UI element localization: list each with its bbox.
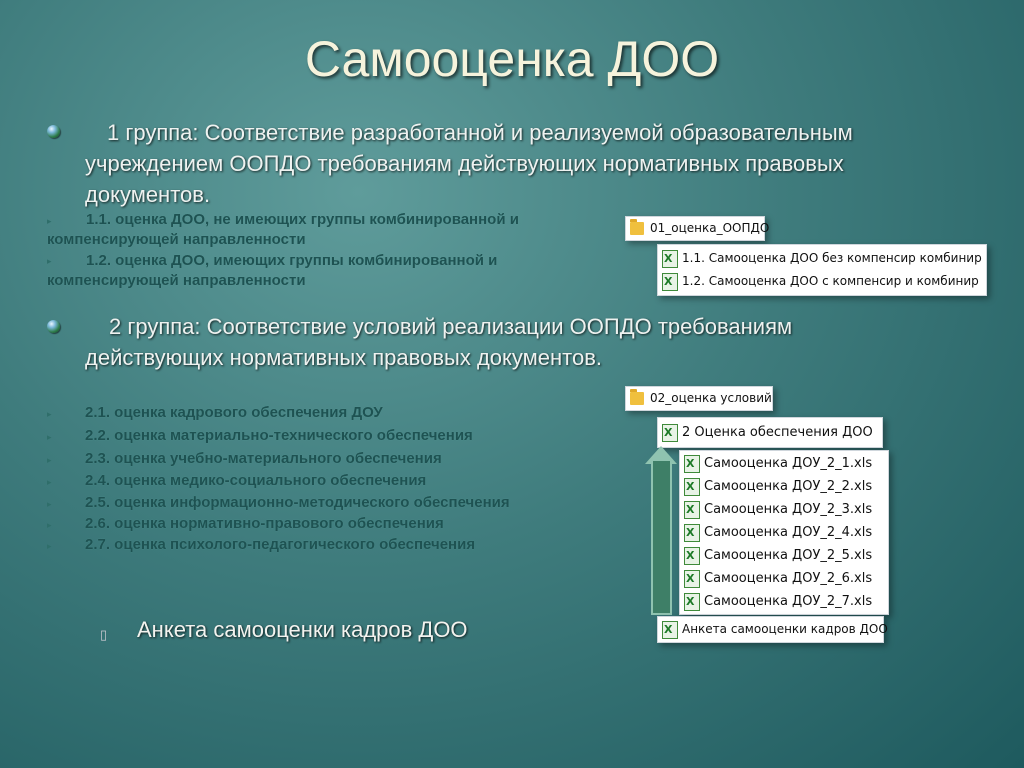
excel-file-icon bbox=[684, 593, 700, 611]
file-item[interactable]: X Самооценка ДОУ_2_3.xls bbox=[680, 498, 888, 521]
group1-item-1: 1.1. оценка ДОО, не имеющих группы комбинированной и компенсирующей направленности bbox=[47, 211, 519, 248]
group2-item-4: 2.4. оценка медико-социального обеспечения bbox=[85, 472, 427, 489]
excel-file-icon bbox=[662, 621, 678, 639]
file-item[interactable]: X 1.1. Самооценка ДОО без компенсир комбинир bbox=[658, 247, 986, 270]
sub-bullet-icon: ▸ bbox=[47, 541, 52, 551]
folder-1-label[interactable]: 01_оценка_ООПДО bbox=[626, 217, 764, 240]
sub-bullet-icon: ▸ bbox=[47, 432, 52, 442]
file-item[interactable]: X Самооценка ДОУ_2_4.xls bbox=[680, 521, 888, 544]
excel-file-icon bbox=[684, 478, 700, 496]
sub-bullet-icon: ▸ bbox=[47, 499, 52, 509]
file-item[interactable]: X Самооценка ДОУ_2_6.xls bbox=[680, 567, 888, 590]
bullet-icon bbox=[47, 125, 60, 138]
anketa-bullet-icon: ▯ bbox=[100, 627, 108, 642]
sub-bullet-icon: ▸ bbox=[47, 216, 52, 226]
excel-file-icon bbox=[684, 455, 700, 473]
excel-file-icon bbox=[662, 250, 678, 268]
group2-item-5: 2.5. оценка информационно-методического обеспечения bbox=[85, 494, 510, 511]
excel-file-icon bbox=[684, 501, 700, 519]
folder-2[interactable] bbox=[625, 386, 773, 411]
anketa-link[interactable]: Анкета самооценки кадров ДОО bbox=[137, 617, 468, 642]
folder-1-files bbox=[657, 244, 987, 296]
sub-bullet-icon: ▸ bbox=[47, 477, 52, 487]
excel-file-icon bbox=[662, 424, 678, 442]
folder-icon bbox=[630, 222, 644, 235]
file-item[interactable]: X Анкета самооценки кадров ДОО bbox=[658, 618, 883, 641]
file-item[interactable]: X Самооценка ДОУ_2_1.xls bbox=[680, 452, 888, 475]
anketa-file bbox=[657, 616, 888, 643]
sub-bullet-icon: ▸ bbox=[47, 256, 52, 266]
folder-icon bbox=[630, 392, 644, 405]
group2-heading: 2 группа: Соответствие условий реализации ООПДО требованиям действующих нормативных правовых документов. bbox=[85, 314, 793, 370]
file-item[interactable]: X 2 Оценка обеспечения ДОО bbox=[658, 421, 882, 444]
group1-item-2: 1.2. оценка ДОО, имеющих группы комбинированной и компенсирующей направленности bbox=[47, 252, 498, 289]
group2-item-1: 2.1. оценка кадрового обеспечения ДОУ bbox=[85, 404, 383, 421]
group2-item-6: 2.6. оценка нормативно-правового обеспечения bbox=[85, 515, 444, 532]
file-item[interactable]: X 1.2. Самооценка ДОО с компенсир и комбинир bbox=[658, 270, 986, 293]
group2-item-2: 2.2. оценка материально-технического обеспечения bbox=[85, 427, 473, 444]
group1-heading: 1 группа: Соответствие разработанной и реализуемой образовательным учреждением ООПДО требованиям действующих нормативных правовых документов. bbox=[85, 120, 853, 207]
group2-item-3: 2.3. оценка учебно-материального обеспечения bbox=[85, 450, 442, 467]
folder-2-main-file bbox=[657, 417, 883, 448]
sub-bullet-icon: ▸ bbox=[47, 455, 52, 465]
file-item[interactable]: X Самооценка ДОУ_2_5.xls bbox=[680, 544, 888, 567]
file-item[interactable]: X Самооценка ДОУ_2_2.xls bbox=[680, 475, 888, 498]
excel-file-icon bbox=[684, 524, 700, 542]
bullet-icon bbox=[47, 320, 60, 333]
sub-bullet-icon: ▸ bbox=[47, 409, 52, 419]
excel-file-icon bbox=[684, 547, 700, 565]
folder-1[interactable] bbox=[625, 216, 770, 241]
up-arrow-shaft bbox=[651, 461, 672, 615]
group2-item-7: 2.7. оценка психолого-педагогического обеспечения bbox=[85, 536, 476, 553]
excel-file-icon bbox=[684, 570, 700, 588]
sub-bullet-icon: ▸ bbox=[47, 520, 52, 530]
folder-2-files bbox=[679, 450, 889, 615]
excel-file-icon bbox=[662, 273, 678, 291]
file-item[interactable]: X Самооценка ДОУ_2_7.xls bbox=[680, 590, 888, 613]
slide-title: Самооценка ДОО bbox=[304, 31, 720, 87]
folder-2-label[interactable]: 02_оценка условий bbox=[626, 387, 772, 410]
